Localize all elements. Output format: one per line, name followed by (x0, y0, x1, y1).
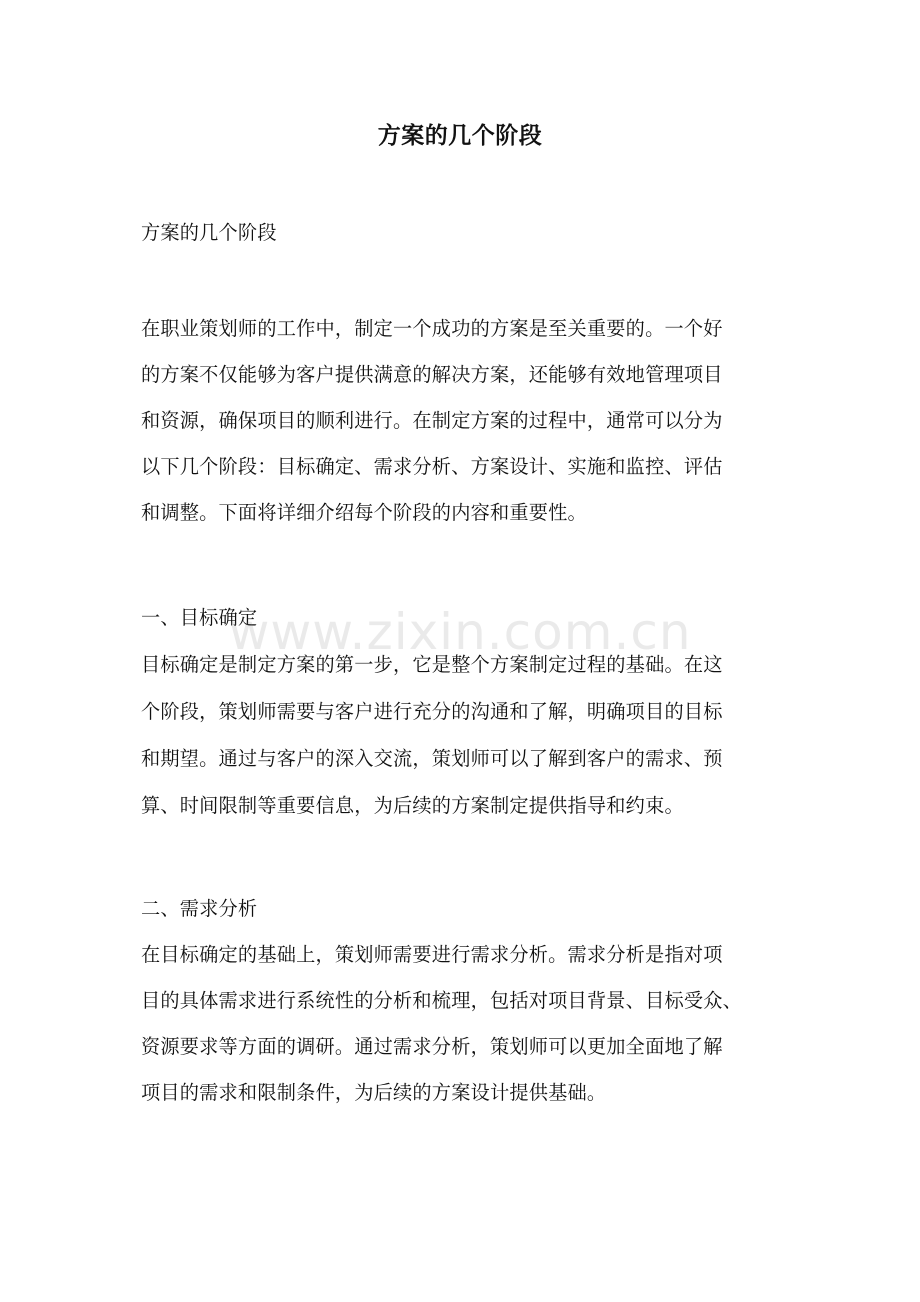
section1-line-1: 目标确定是制定方案的第一步，它是整个方案制定过程的基础。在这 (141, 653, 723, 676)
intro-line-5: 和调整。下面将详细介绍每个阶段的内容和重要性。 (141, 501, 587, 524)
section1-line-3: 和期望。通过与客户的深入交流，策划师可以了解到客户的需求、预 (141, 747, 723, 770)
section2-line-3: 资源要求等方面的调研。通过需求分析，策划师可以更加全面地了解 (141, 1035, 723, 1058)
section2-line-4: 项目的需求和限制条件，为后续的方案设计提供基础。 (141, 1081, 607, 1104)
document-title: 方案的几个阶段 (377, 122, 543, 149)
section-heading-needs: 二、需求分析 (141, 897, 258, 920)
watermark: www.zixin.com.cn (228, 603, 692, 661)
intro-line-2: 的方案不仅能够为客户提供满意的解决方案，还能够有效地管理项目 (141, 363, 723, 386)
section1-line-4: 算、时间限制等重要信息，为后续的方案制定提供指导和约束。 (141, 794, 684, 817)
intro-line-4: 以下几个阶段：目标确定、需求分析、方案设计、实施和监控、评估 (141, 455, 723, 478)
section-heading-goal: 一、目标确定 (141, 606, 258, 629)
subtitle: 方案的几个阶段 (141, 221, 277, 244)
section1-line-2: 个阶段，策划师需要与客户进行充分的沟通和了解，明确项目的目标 (141, 700, 723, 723)
section2-line-1: 在目标确定的基础上，策划师需要进行需求分析。需求分析是指对项 (141, 943, 723, 966)
intro-line-3: 和资源，确保项目的顺利进行。在制定方案的过程中，通常可以分为 (141, 409, 723, 432)
intro-line-1: 在职业策划师的工作中，制定一个成功的方案是至关重要的。一个好 (141, 317, 723, 340)
section2-line-2: 目的具体需求进行系统性的分析和梳理，包括对项目背景、目标受众、 (141, 989, 743, 1012)
